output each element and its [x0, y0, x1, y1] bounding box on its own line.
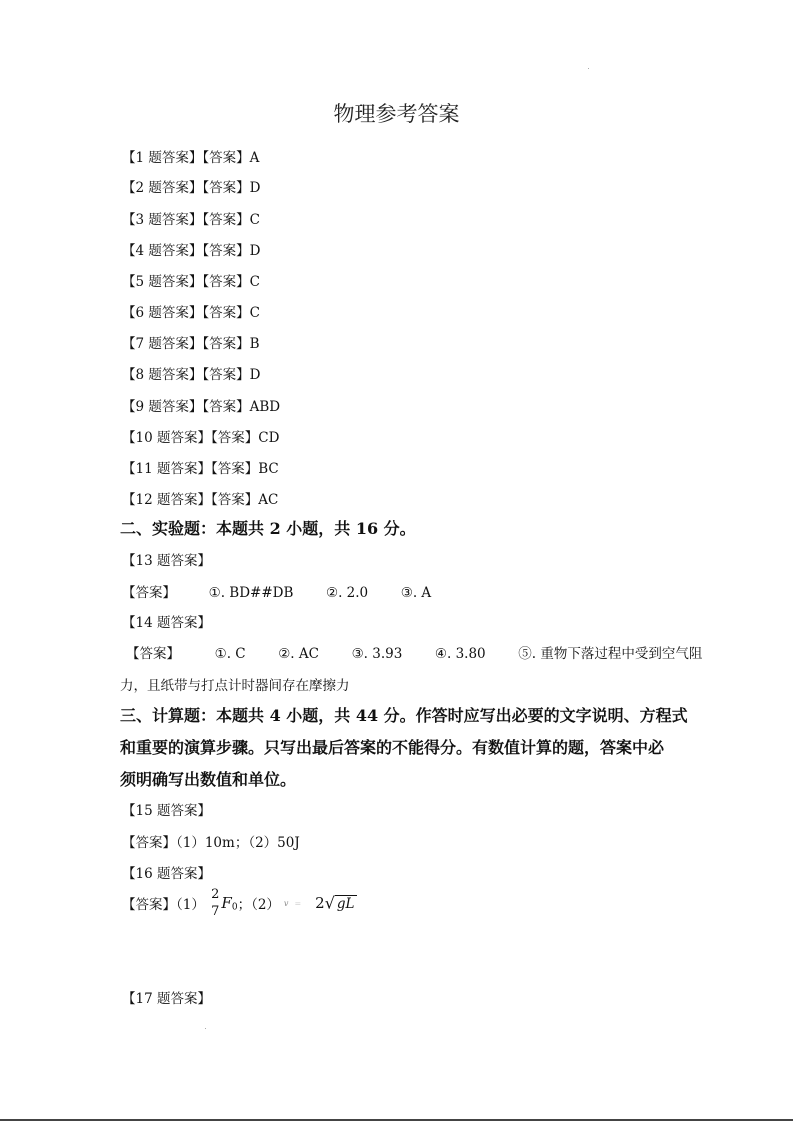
mc-answer-row — [122, 457, 279, 477]
mc-answer-label: 【8 题答案】【答案】 — [122, 367, 250, 383]
mc-answer-value: C — [249, 305, 260, 321]
mc-answer-value: D — [249, 243, 261, 259]
sqrt-radicand: gL — [336, 895, 355, 912]
mc-answer-row — [122, 301, 260, 321]
q16-mid: ；（2） — [237, 897, 280, 913]
answer-tag: 【答案】 — [122, 585, 176, 601]
section-3-heading-line-1: 三、计算题：本题共 4 小题，共 44 分。作答时应写出必要的文字说明、方程式 — [120, 706, 688, 725]
mc-answer-value: D — [249, 180, 261, 196]
velocity-symbol: v — [283, 898, 289, 908]
answer-tag: 【答案】 — [126, 646, 180, 662]
mc-answer-label: 【12 题答案】【答案】 — [122, 492, 259, 508]
q17-label: 【17 题答案】 — [122, 991, 211, 1007]
mc-answer-label: 【10 题答案】【答案】 — [122, 430, 259, 446]
fraction-numerator: 2 — [211, 887, 220, 902]
mc-answer-label: 【7 题答案】【答案】 — [122, 336, 250, 352]
mc-answer-row — [122, 426, 279, 446]
mc-answer-value: D — [249, 367, 261, 383]
mc-answer-label: 【11 题答案】【答案】 — [122, 461, 259, 477]
mc-answer-value: C — [249, 274, 260, 290]
mc-answer-value: BC — [258, 461, 279, 477]
mc-answer-row — [122, 488, 278, 508]
mc-answer-row — [122, 363, 260, 383]
corner-speck — [588, 68, 589, 69]
section-3-heading-line-2: 和重要的演算步骤。只写出最后答案的不能得分。有数值计算的题，答案中必 — [120, 738, 665, 757]
q14-part-5-continued: 力，且纸带与打点计时器间存在摩擦力 — [120, 678, 350, 694]
q13-part-1: ①. BD##DB — [208, 585, 294, 601]
q14-part-1: ①. C — [214, 646, 246, 662]
section-3-heading-line-3: 须明确写出数值和单位。 — [120, 770, 297, 789]
equals-sign: = — [294, 898, 302, 908]
q13-part-2: ②. 2.0 — [325, 585, 369, 601]
fraction — [211, 886, 219, 920]
sqrt-icon: √ — [324, 893, 335, 913]
mc-answer-row — [122, 332, 260, 352]
mc-answer-value: AC — [258, 492, 279, 508]
q14-label: 【14 题答案】 — [122, 615, 211, 631]
q14-part-4: ④. 3.80 — [434, 646, 486, 662]
mc-answer-value: C — [249, 212, 260, 228]
page-title: 物理参考答案 — [333, 102, 460, 126]
force-symbol: F — [221, 894, 232, 912]
section-2-heading: 二、实验题：本题共 2 小题，共 16 分。 — [120, 519, 416, 538]
mc-answer-value: A — [249, 150, 260, 166]
mc-answer-row — [122, 270, 260, 290]
q15-label: 【15 题答案】 — [122, 803, 211, 819]
q15-answer: 【答案】（1）10m；（2）50J — [122, 835, 300, 851]
q13-label: 【13 题答案】 — [122, 553, 211, 569]
mc-answer-label: 【3 题答案】【答案】 — [122, 212, 250, 228]
q14-part-3: ③. 3.93 — [351, 646, 403, 662]
q16-answer — [122, 886, 357, 920]
force-subscript: 0 — [231, 902, 238, 913]
bottom-speck — [205, 1028, 206, 1029]
mc-answer-label: 【2 题答案】【答案】 — [122, 180, 250, 196]
mc-answer-row — [122, 176, 260, 196]
mc-answer-row — [122, 239, 260, 259]
mc-answer-row — [122, 146, 259, 166]
q14-part-5: ⑤. 重物下落过程中受到空气阻 — [518, 646, 703, 662]
mc-answer-label: 【4 题答案】【答案】 — [122, 243, 250, 259]
mc-answer-label: 【1 题答案】【答案】 — [122, 150, 250, 166]
q13-part-3: ③. A — [400, 585, 432, 601]
q13-answer — [122, 581, 431, 601]
fraction-denominator: 7 — [211, 904, 220, 919]
page-bottom-rule — [0, 1119, 793, 1121]
mc-answer-label: 【6 题答案】【答案】 — [122, 305, 250, 321]
mc-answer-label: 【9 题答案】【答案】 — [122, 399, 250, 415]
mc-answer-row — [122, 395, 280, 415]
mc-answer-value: B — [249, 336, 260, 352]
sqrt-coefficient: 2 — [315, 894, 325, 912]
q14-answer — [126, 642, 702, 662]
mc-answer-value: ABD — [249, 399, 281, 415]
q16-label: 【16 题答案】 — [122, 866, 211, 882]
q14-part-2: ②. AC — [278, 646, 319, 662]
q16-prefix: 【答案】（1） — [122, 897, 205, 913]
mc-answer-label: 【5 题答案】【答案】 — [122, 274, 250, 290]
mc-answer-value: CD — [258, 430, 280, 446]
mc-answer-row — [122, 208, 260, 228]
